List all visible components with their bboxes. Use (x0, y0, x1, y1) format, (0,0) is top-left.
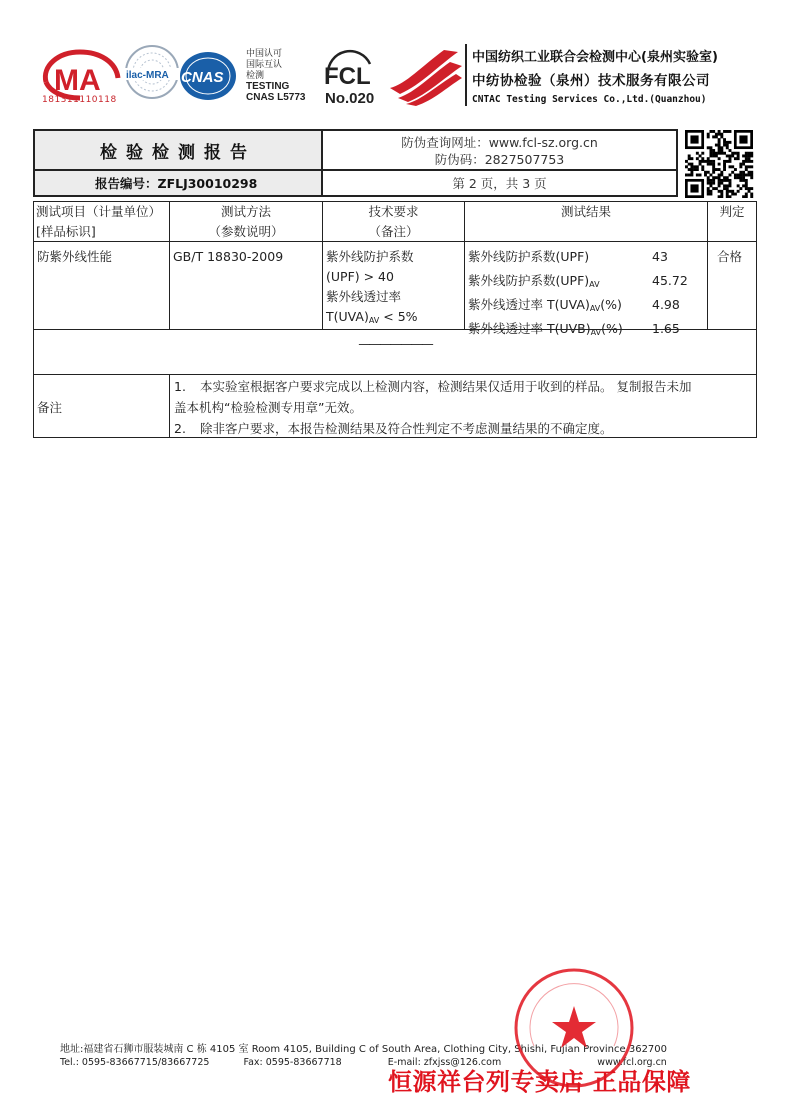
page-info: 第 2 页，共 3 页 (452, 176, 547, 191)
report-number: 报告编号： ZFLJ30010298 (35, 171, 323, 195)
org-name-cn: 中国纺织工业联合会检测中心(泉州实验室) (472, 50, 718, 65)
col-header-method: 测试方法 （参数说明） (208, 204, 284, 239)
store-banner: 恒源祥台列专卖店 正品保障 (388, 1068, 691, 1096)
col-header-requirement: 技术要求 （备注） (368, 204, 419, 239)
svg-text:MA: MA (54, 64, 101, 97)
report-title: 检验检测报告 (35, 131, 323, 171)
report-header-table (33, 129, 678, 197)
anti-fake-code: 防伪码：2827507753 (434, 152, 565, 167)
org-name-en: CNTAC Testing Services Co.,Ltd.(Quanzhou) (472, 94, 707, 105)
footer-address: 地址:福建省石狮市服装城南 C 栋 4105 室 Room 4105, Building C of South Area, Clothing City, Shishi, Fujian Province 362700 (60, 1044, 668, 1055)
remark-item: 2. 除非客户要求，本报告检测结果及符合性判定不考虑测量结果的不确定度。 (174, 421, 613, 436)
fcl-number: No.020 (325, 90, 375, 107)
org-name-cn-secondary: 中纺协检验（泉州）技术服务有限公司 (472, 73, 710, 89)
result-row: 紫外线透过率 $T(UVA)_{AV}(\%)$ 4.98 (468, 297, 680, 313)
cntac-flag-logo-icon (386, 44, 464, 106)
result-row: 紫外线透过率 $T(UVB)_{AV}(\%)$ 1.65 (468, 321, 680, 337)
separator-line: ——————— (358, 336, 432, 351)
remarks-label: 备注 (37, 400, 63, 415)
svg-text:ilac-MRA: ilac-MRA (126, 70, 169, 81)
col-header-result: 测试结果 (560, 204, 611, 219)
remarks-list (174, 376, 756, 439)
verification-info (323, 131, 676, 171)
results-table (33, 201, 757, 438)
col-header-item: 测试项目（计量单位） [样品标识] (36, 204, 162, 239)
table-rule (34, 374, 756, 375)
test-method: GB/T 18830-2009 (173, 249, 284, 264)
ilac-mra-logo-icon (124, 44, 180, 102)
verify-url: 防伪查询网址：www.fcl-sz.org.cn (401, 135, 598, 150)
footer-contacts: Tel.: 0595-83667715/83667725 Fax: 0595-83667718 E-mail: zfxjss@126.com www.fcl.org.cn (60, 1057, 667, 1068)
header-divider (465, 44, 467, 106)
svg-text:FCL: FCL (324, 63, 371, 90)
verdict: 合格 (717, 249, 743, 264)
email-link[interactable]: E-mail: zfxjss@126.com (387, 1057, 502, 1068)
remark-item: 1. 本实验室根据客户要求完成以上检测内容，检测结果仅适用于收到的样品。 复制报告未加 (174, 379, 692, 394)
requirement: 紫外线防护系数 (UPF) > 40 紫外线透过率 $T(UVA)_{AV} < 5\%$ (326, 249, 418, 325)
remark-item: 盖本机构“检验检测专用章”无效。 (174, 400, 362, 415)
cnas-logo-icon (178, 50, 238, 102)
website-link[interactable]: www.fcl.org.cn (597, 1057, 667, 1068)
cma-number: 181311110118 (42, 95, 117, 105)
result-row: 紫外线防护系数(UPF) 43 (468, 249, 668, 264)
table-rule (169, 374, 170, 437)
result-list (468, 247, 704, 343)
svg-text:CNAS: CNAS (181, 69, 224, 86)
qr-code-icon (684, 130, 754, 198)
col-header-verdict: 判定 (719, 204, 745, 219)
result-row: 紫外线防护系数$(UPF)_{AV}$ 45.72 (468, 273, 688, 289)
test-item: 防紫外线性能 (37, 249, 113, 264)
cnas-accreditation-text: 中国认可 国际互认 检测 TESTING CNAS L5773 (246, 48, 306, 103)
